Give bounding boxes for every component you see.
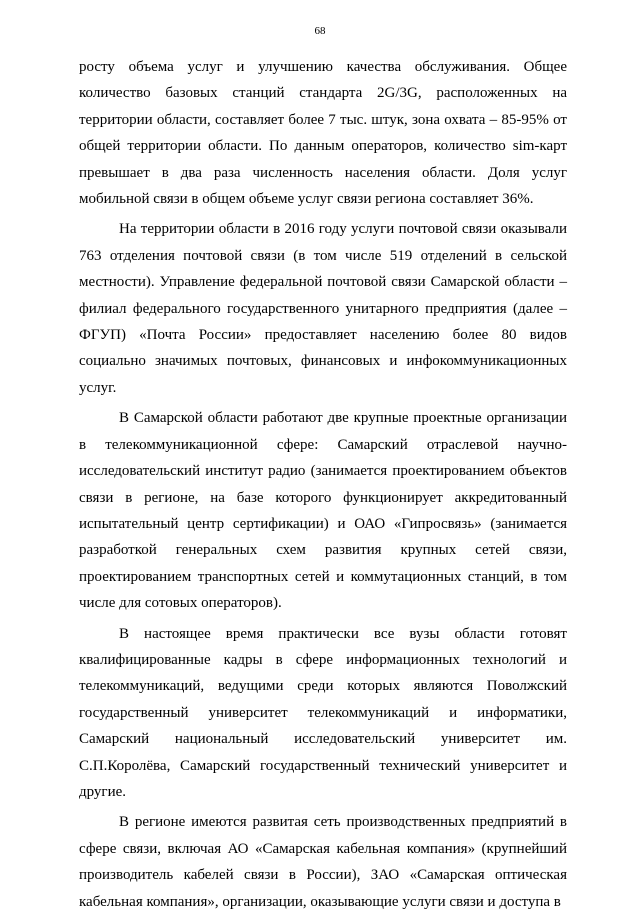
document-body [79,54,567,915]
paragraph-production-enterprises: В регионе имеются развитая сеть производственных предприятий в сфере связи, включая АО «Самарская кабельная компания» (крупнейший производитель кабелей связи в России), ЗАО «Самарская оптическая кабельная компания», организации, оказывающие услуги связи и доступа в [79,814,567,910]
paragraph-mobile-communication: росту объема услуг и улучшению качества обслуживания. Общее количество базовых станций стандарта 2G/3G, расположенных на территории области, составляет более 7 тыс. штук, зона охвата – 85-95% от общей территории области. По данным операторов, количество sim-карт превышает в два раза численность населения области. Доля услуг мобильной связи в общем объеме услуг связи региона составляет 36%. [79,59,567,208]
paragraph-design-organizations: В Самарской области работают две крупные проектные организации в телекоммуникационной сфере: Самарский отраслевой научно-исследовательский институт радио (занимается проектированием объектов связи в регионе, на базе которого функционирует аккредитованный испытательный центр сертификации) и ОАО «Гипросвязь» (занимается разработкой генеральных схем развития крупных сетей связи, проектированием транспортных сетей и коммутационных станций, в том числе для сотовых операторов). [79,410,567,612]
paragraph-universities: В настоящее время практически все вузы области готовят квалифицированные кадры в сфере информационных технологий и телекоммуникаций, ведущими среди которых являются Поволжский государственный университет телекоммуникаций и информатики, Самарский национальный исследовательский университет им. С.П.Королёва, Самарский государственный технический университет и другие. [79,625,567,800]
paragraph-postal-services: На территории области в 2016 году услуги почтовой связи оказывали 763 отделения почтовой связи (в том числе 519 отделений в сельской местности). Управление федеральной почтовой связи Самарской области – филиал федерального государственного унитарного предприятия (далее – ФГУП) «Почта России» предоставляет населению более 80 видов социально значимых почтовых, финансовых и инфокоммуникационных услуг. [79,221,567,396]
page-number: 68 [314,25,326,37]
